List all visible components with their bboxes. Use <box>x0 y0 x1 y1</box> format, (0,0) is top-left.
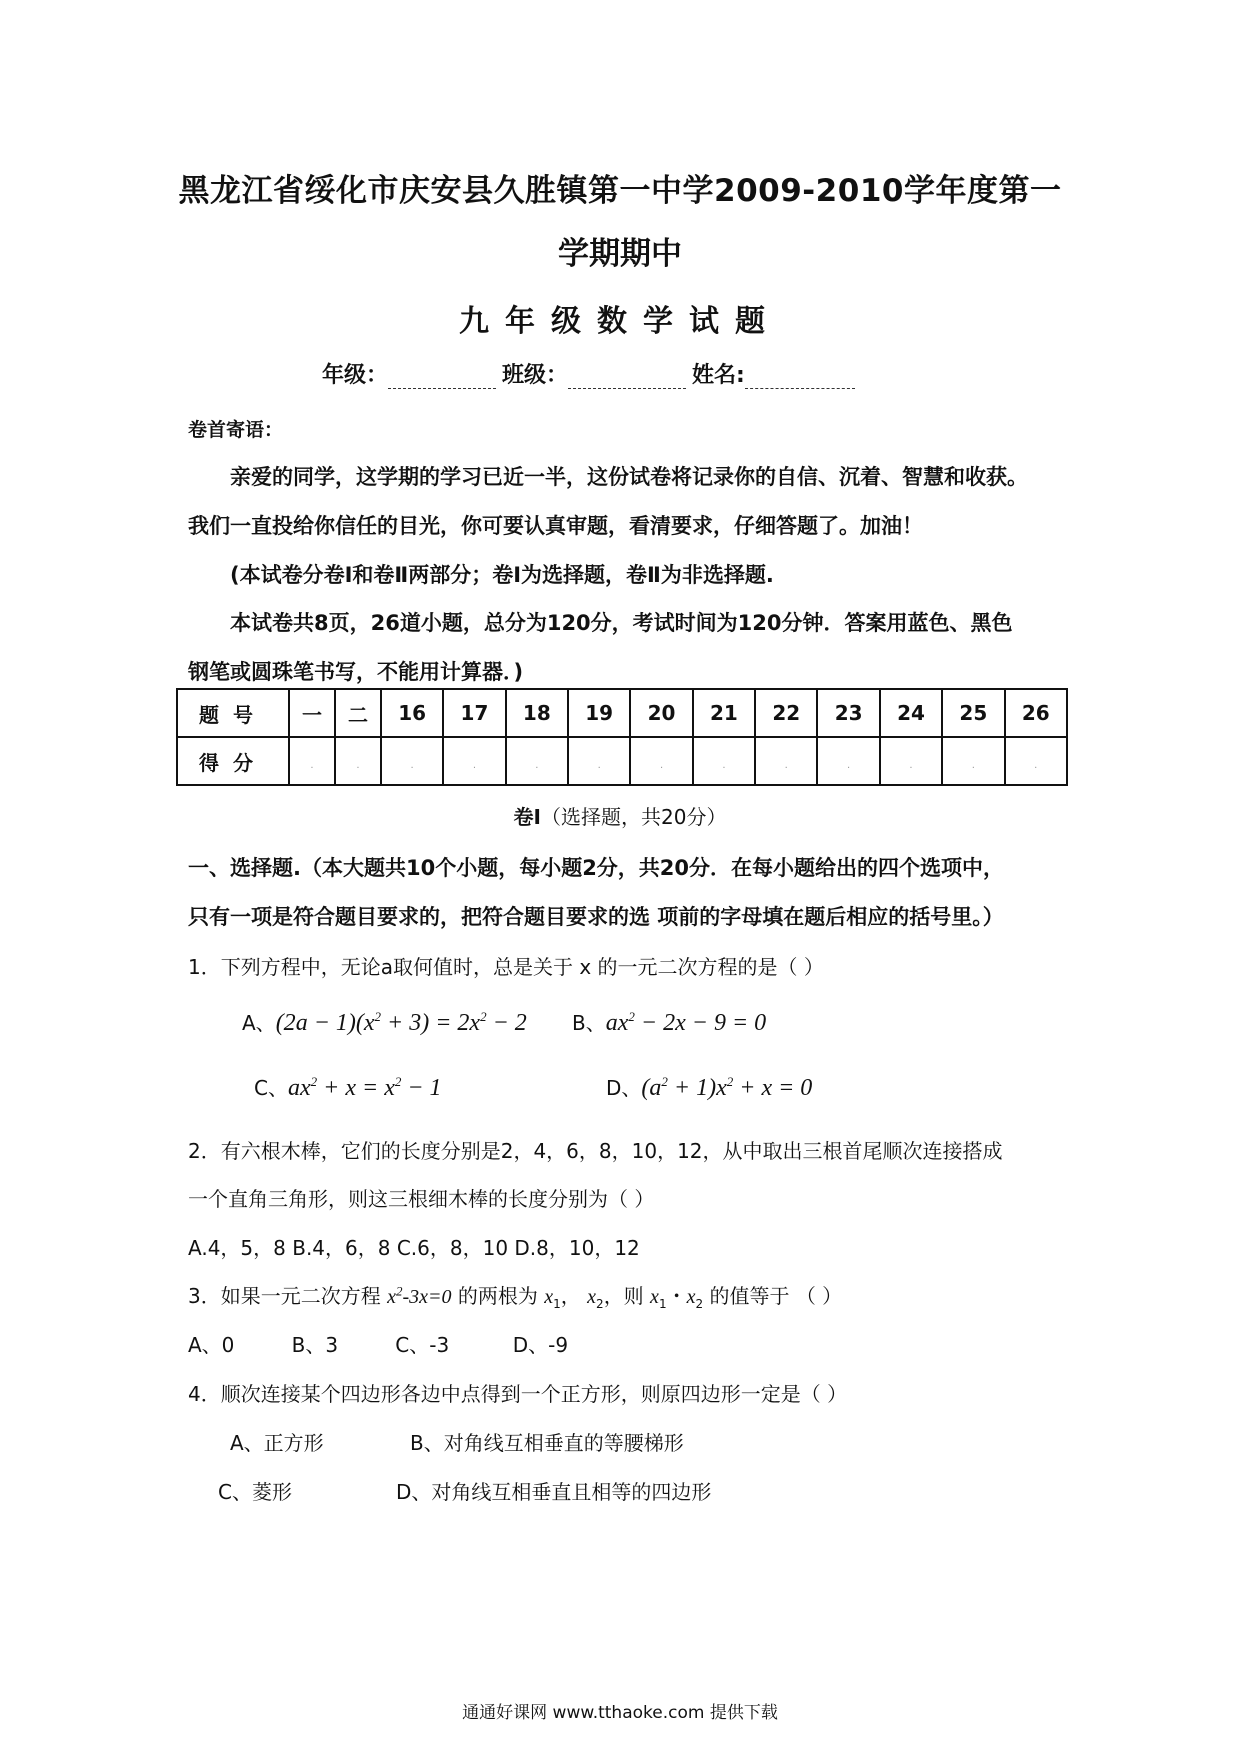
section1-instructions-line1: 一、选择题.（本大题共10个小题，每小题2分，共20分．在每小题给出的四个选项中， <box>188 856 1005 880</box>
score-cell[interactable]: . <box>942 737 1004 785</box>
q4-option-d: D、对角线互相垂直且相等的四边形 <box>396 1480 712 1504</box>
section1-instructions-line2: 只有一项是符合题目要求的，把符合题目要求的选 项前的字母填在题后相应的括号里。） <box>188 905 1004 929</box>
score-col-19: 19 <box>568 689 630 737</box>
preface-rules-line2: 钢笔或圆珠笔书写，不能用计算器．) <box>188 660 524 684</box>
q1-b-equation: $ax^2 - 2x - 9 = 0$ <box>605 1009 767 1036</box>
score-cell[interactable]: . <box>693 737 755 785</box>
score-table-header-row <box>177 689 1067 737</box>
score-col-1: 一 <box>289 689 335 737</box>
score-cell[interactable]: . <box>381 737 443 785</box>
score-col-25: 25 <box>942 689 1004 737</box>
score-cell[interactable]: . <box>506 737 568 785</box>
score-col-2: 二 <box>335 689 381 737</box>
q1-c-equation: $ax^2 + x = x^2 - 1$ <box>287 1074 442 1101</box>
name-label: 姓名: <box>692 363 745 388</box>
exam-title-line2: 学期期中 <box>558 236 682 272</box>
score-col-16: 16 <box>381 689 443 737</box>
score-table <box>176 688 1068 786</box>
score-cell[interactable]: . <box>289 737 335 785</box>
exam-subtitle: 九年级数学试题 <box>459 304 781 339</box>
score-col-20: 20 <box>630 689 692 737</box>
score-col-26: 26 <box>1005 689 1067 737</box>
score-cell[interactable]: . <box>443 737 505 785</box>
score-col-21: 21 <box>693 689 755 737</box>
q1-a-equation: $(2a - 1)(x^2 + 3) = 2x^2 - 2$ <box>275 1009 527 1036</box>
q4-option-c: C、菱形 <box>218 1480 292 1504</box>
page-footer: 通通好课网 www.tthaoke.com 提供下载 <box>462 1703 778 1723</box>
section1-heading-rest: （选择题，共20分） <box>541 805 727 829</box>
q2-options: A.4，5，8 B.4，6，8 C.6，8，10 D.8，10，12 <box>188 1236 640 1260</box>
q4-stem: 4．顺次连接某个四边形各边中点得到一个正方形，则原四边形一定是（ ） <box>188 1382 848 1406</box>
score-cell[interactable]: . <box>880 737 942 785</box>
score-cell[interactable]: . <box>630 737 692 785</box>
score-col-24: 24 <box>880 689 942 737</box>
score-table-score-row <box>177 737 1067 785</box>
preface-heading: 卷首寄语： <box>188 419 284 441</box>
q4-option-b: B、对角线互相垂直的等腰梯形 <box>410 1431 684 1455</box>
q1-d-equation: $(a^2 + 1)x^2 + x = 0$ <box>641 1074 813 1101</box>
q3-options: A、0 B、3 C、-3 D、-9 <box>188 1333 569 1357</box>
grade-blank[interactable] <box>388 368 496 389</box>
q3-stem-post: 的值等于 （ ） <box>703 1284 843 1308</box>
q3-stem-pre: 3．如果一元二次方程 <box>188 1284 388 1308</box>
q3-equation: $x^2-3x=0$ <box>387 1283 452 1308</box>
q1-option-b <box>572 1007 766 1037</box>
score-col-18: 18 <box>506 689 568 737</box>
score-col-22: 22 <box>755 689 817 737</box>
q3-roots-text: 的两根为 $x_1$， $x_2$，则 $x_1$・$x_2$ <box>451 1284 704 1311</box>
q1-option-d <box>606 1072 812 1102</box>
class-label: 班级： <box>502 363 569 388</box>
preface-paper-structure: (本试卷分卷Ⅰ和卷Ⅱ两部分；卷Ⅰ为选择题，卷Ⅱ为非选择题. <box>230 563 774 587</box>
q1-option-a <box>242 1007 527 1037</box>
score-cell[interactable]: . <box>1005 737 1067 785</box>
q1-d-label: D、 <box>606 1076 642 1100</box>
score-cell[interactable]: . <box>568 737 630 785</box>
section1-heading-bold: 卷Ⅰ <box>513 805 541 829</box>
student-info-row <box>322 358 861 389</box>
preface-rules-line1: 本试卷共8页，26道小题，总分为120分，考试时间为120分钟．答案用蓝色、黑色 <box>230 611 1013 635</box>
score-cell[interactable]: . <box>755 737 817 785</box>
preface-line1: 亲爱的同学，这学期的学习已近一半，这份试卷将记录你的自信、沉着、智慧和收获。 <box>230 465 1028 489</box>
q2-stem-line1: 2．有六根木棒，它们的长度分别是2，4，6，8，10，12，从中取出三根首尾顺次连接搭成 <box>188 1139 1003 1163</box>
q1-b-label: B、 <box>572 1011 606 1035</box>
section1-heading <box>0 801 1240 830</box>
q3-stem <box>188 1280 842 1311</box>
name-blank[interactable] <box>745 368 855 389</box>
exam-title-line1: 黑龙江省绥化市庆安县久胜镇第一中学2009-2010学年度第一 <box>178 173 1062 209</box>
q4-option-a: A、正方形 <box>230 1431 324 1455</box>
q2-stem-line2: 一个直角三角形，则这三根细木棒的长度分别为（ ） <box>188 1187 655 1211</box>
score-col-23: 23 <box>817 689 879 737</box>
q1-stem: 1．下列方程中，无论a取何值时，总是关于 x 的一元二次方程的是（ ） <box>188 955 824 979</box>
q1-c-label: C、 <box>254 1076 288 1100</box>
q1-option-c <box>254 1072 442 1102</box>
score-label: 得分 <box>177 737 289 785</box>
score-cell[interactable]: . <box>817 737 879 785</box>
q1-a-label: A、 <box>242 1011 276 1035</box>
class-blank[interactable] <box>568 368 686 389</box>
question-number-label: 题号 <box>177 689 289 737</box>
grade-label: 年级： <box>322 363 389 388</box>
score-col-17: 17 <box>443 689 505 737</box>
score-cell[interactable]: . <box>335 737 381 785</box>
preface-line2: 我们一直投给你信任的目光，你可要认真审题，看清要求，仔细答题了。加油！ <box>188 514 923 538</box>
